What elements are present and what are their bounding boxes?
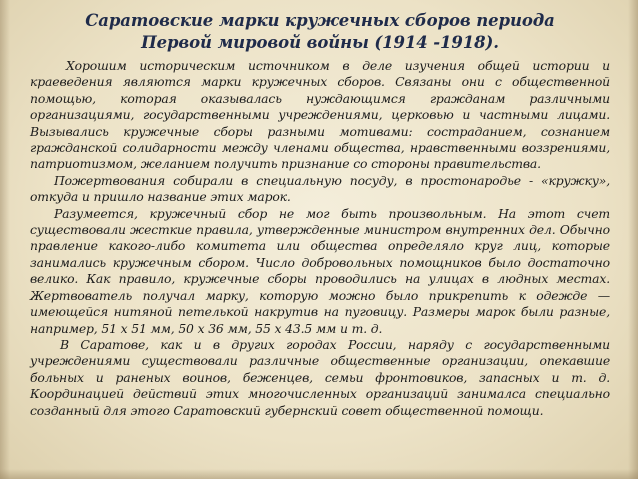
paragraph-sources: Хорошим историческим источником в деле изучения общей истории и краеведения являются марки кружечных сборов. Связаны они с общественной помощью, которая оказывалась нуждающимся гражданам различными организациями, государственными учреждениями, церковью и частными лицами. Вызывались кружечные сборы разными мотивами: состраданием, сознанием гражданской солидарности между членами общества, нравственными воззрениями, патриотизмом, желанием получить признание со стороны правительства.: [30, 58, 610, 172]
body-text: [30, 58, 610, 419]
paper-edge-shadow-right: [628, 0, 638, 479]
paragraph-donations: Пожертвования собирали в специальную посуду, в простонародье - «кружку», откуда и пришло название этих марок.: [30, 172, 610, 205]
slide-title: [40, 10, 600, 54]
paper-edge-shadow-left: [0, 0, 10, 479]
title-line-2: Первой мировой войны (1914 -1918).: [141, 33, 499, 52]
title-line-1: Саратовские марки кружечных сборов периода: [85, 11, 555, 30]
paragraph-saratov: В Саратове, как и в других городах России, наряду с государственными учреждениями существовали различные общественные организации, опекавшие больных и раненых воинов, беженцев, семьи фронтовиков, запасных и т. д. Координацией действий этих многочисленных организаций занималса специально созданный для этого Саратовский губернский совет общественной помощи.: [30, 336, 610, 418]
paragraph-rules: Разумеется, кружечный сбор не мог быть произвольным. На этот счет существовали жесткие правила, утвержденные министром внутренних дел. Обычно правление какого-либо комитета или общества определяло круг лиц, которые занимались кружечным сбором. Число добровольных помощников было достаточно велико. Как правило, кружечные сборы проводились на улицах в людных местах. Жертвователь получал марку, которую можно было прикрепить к одежде — имеющейся нитяной петелькой накрутив на пуговицу. Размеры марок были разные, например, 51 x 51 мм, 50 x 36 мм, 55 x 43.5 мм и т. д.: [30, 205, 610, 336]
paper-edge-shadow-bottom: [0, 469, 638, 479]
